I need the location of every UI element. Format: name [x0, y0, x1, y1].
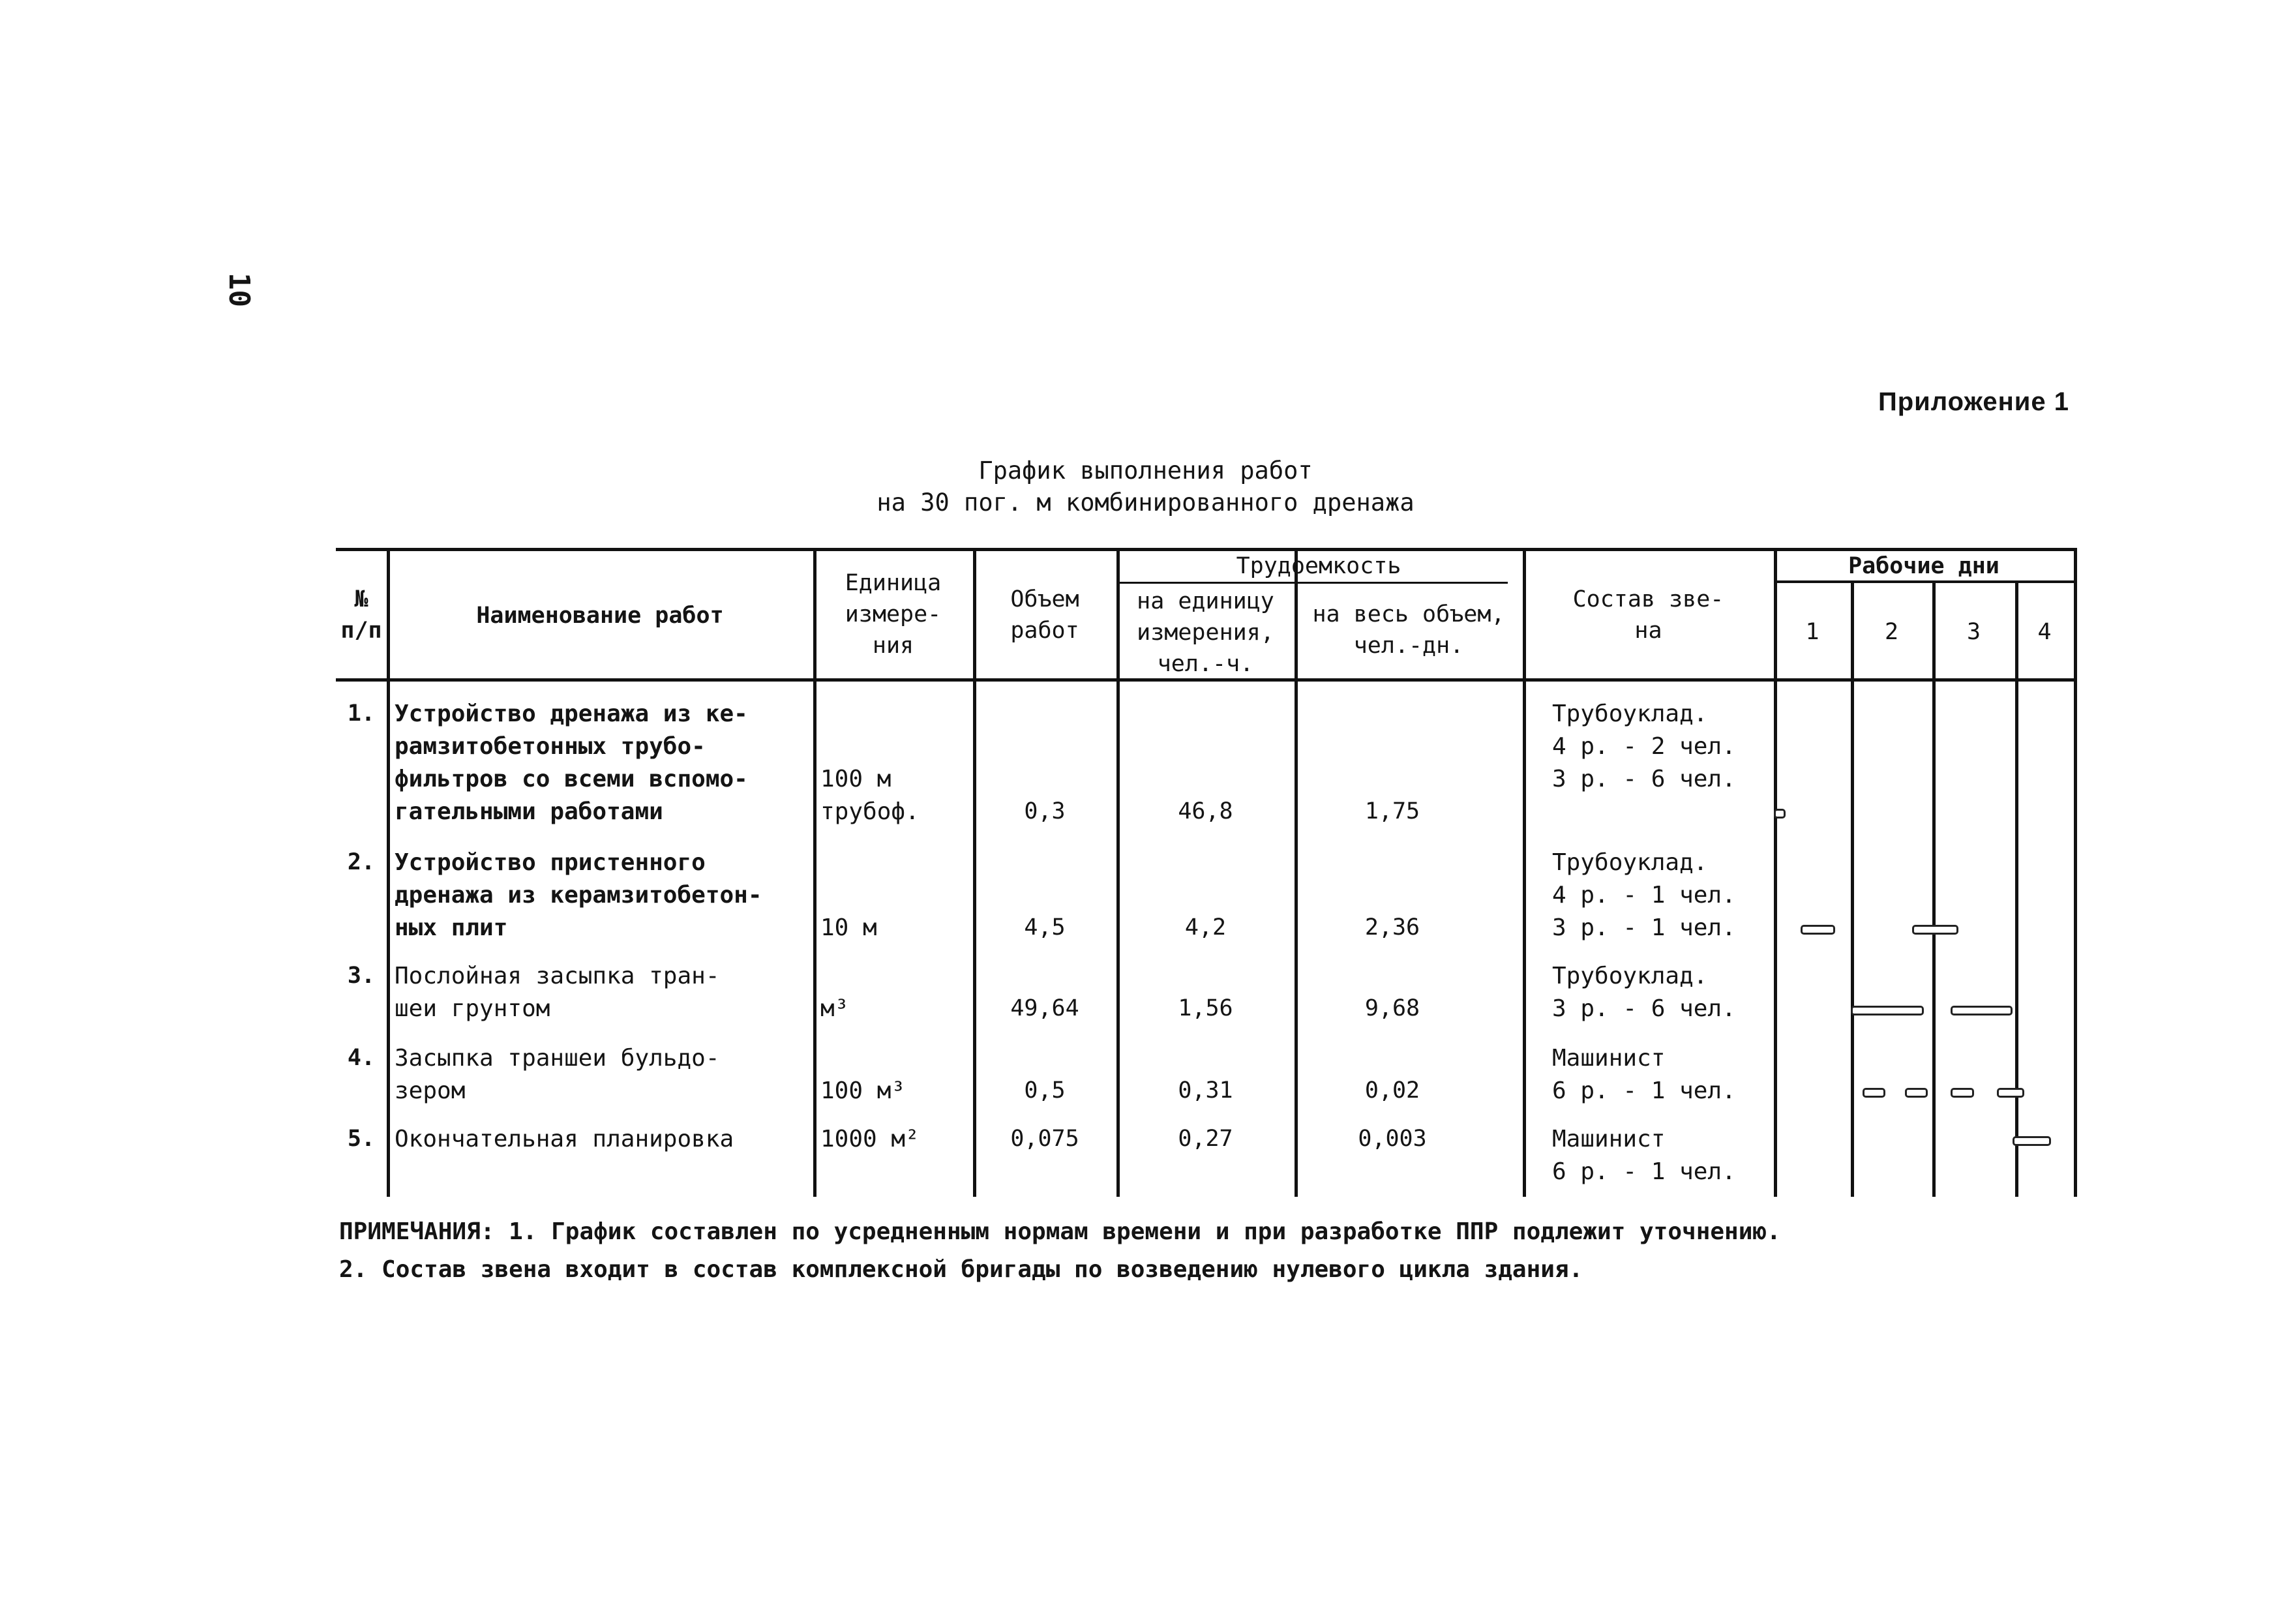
appendix-label: Приложение 1 [1878, 387, 2069, 416]
header-labor-unit [1116, 586, 1295, 680]
header-unit-line: измере- [845, 601, 942, 627]
column-divider [387, 548, 390, 1197]
row-1-unit-line: трубоф. [820, 798, 920, 825]
row-3-num: 3. [347, 963, 376, 989]
row-2-labor-total: 2,36 [1364, 914, 1420, 940]
header-crew-line: на [1634, 618, 1662, 644]
notes-line2: 2. Состав звена входит в состав комплексной бригады по возведению нулевого цикла здания. [339, 1256, 1583, 1283]
header-labor-unit-line: измерения, [1137, 620, 1274, 646]
row-1-crew-line: Трубоуклад. [1552, 700, 1708, 727]
column-divider [1851, 580, 1854, 1197]
row-1-name-line: фильтров со всеми вспомо- [395, 766, 748, 792]
header-num-line: № [354, 586, 368, 612]
row-4-schedule-bar [1951, 1088, 1974, 1098]
row-5-crew-line: 6 р. - 1 чел. [1552, 1158, 1736, 1185]
row-3-schedule-bar [1951, 1006, 2013, 1015]
row-1-crew-line: 3 р. - 6 чел. [1552, 766, 1736, 792]
row-5-labor-unit: 0,27 [1178, 1126, 1233, 1152]
row-5-unit-line: 1000 м² [820, 1126, 920, 1152]
row-3-name [395, 960, 720, 1025]
header-num-line: п/п [340, 618, 382, 644]
column-divider [2074, 548, 2077, 1197]
header-labor-total-line: чел.-дн. [1353, 633, 1464, 659]
row-2-unit-line: 10 м [820, 914, 877, 941]
row-3-crew-line: 3 р. - 6 чел. [1552, 995, 1736, 1022]
row-1-crew [1552, 698, 1736, 796]
row-4-unit-line: 100 м³ [820, 1077, 906, 1104]
row-3-unit [820, 993, 848, 1025]
row-2-crew-line: 4 р. - 1 чел. [1552, 882, 1736, 909]
row-2-num: 2. [347, 849, 376, 875]
row-5-labor-total: 0,003 [1358, 1126, 1427, 1152]
header-unit-line: Единица [845, 570, 942, 596]
row-2-labor-unit: 4,2 [1184, 914, 1227, 940]
row-2-schedule-bar [1801, 925, 1835, 935]
header-days: Рабочие дни [1848, 553, 1999, 579]
row-2-volume: 4,5 [1024, 914, 1066, 940]
row-1-name-line: рамзитобетонных трубо- [395, 733, 706, 760]
row-4-unit [820, 1075, 905, 1107]
row-4-labor-unit: 0,31 [1178, 1077, 1233, 1104]
row-1-unit [820, 763, 920, 828]
row-2-name [395, 847, 762, 944]
header-volume [973, 584, 1116, 646]
header-labor-total [1295, 599, 1523, 661]
row-4-name-line: зером [395, 1077, 466, 1104]
header-crew-line: Состав зве- [1572, 586, 1724, 612]
row-1-crew-line: 4 р. - 2 чел. [1552, 733, 1736, 760]
row-4-num: 4. [347, 1045, 376, 1071]
row-1-labor-total: 1,75 [1364, 798, 1420, 824]
row-1-num: 1. [347, 700, 376, 727]
row-2-unit [820, 912, 877, 944]
row-4-name-line: Засыпка траншеи бульдо- [395, 1045, 720, 1072]
row-3-name-line: шеи грунтом [395, 995, 550, 1022]
row-3-name-line: Послойная засыпка тран- [395, 963, 720, 989]
row-5-volume: 0,075 [1010, 1126, 1079, 1152]
row-1-unit-line: 100 м [820, 766, 891, 792]
row-3-schedule-bar [1851, 1006, 1924, 1015]
notes-line1: ПРИМЕЧАНИЯ: 1. График составлен по усредненным нормам времени и при разработке ППР подлежит уточнению. [339, 1218, 1781, 1245]
row-3-labor-total: 9,68 [1364, 995, 1420, 1021]
labor-subheader-line [1116, 582, 1508, 584]
row-4-crew-line: Машинист [1552, 1045, 1666, 1072]
header-day-2: 2 [1884, 619, 1899, 645]
header-day-4: 4 [2037, 619, 2052, 645]
header-day-1: 1 [1805, 619, 1819, 645]
row-5-name [395, 1123, 734, 1156]
row-3-crew [1552, 960, 1736, 1025]
row-4-schedule-bar [1997, 1088, 2024, 1098]
row-4-crew [1552, 1042, 1736, 1107]
row-5-crew-line: Машинист [1552, 1126, 1666, 1152]
row-2-crew-line: 3 р. - 1 чел. [1552, 914, 1736, 941]
row-5-unit [820, 1123, 920, 1156]
row-5-name-line: Окончательная планировка [395, 1126, 734, 1152]
row-1-name-line: Устройство дренажа из ке- [395, 700, 748, 727]
row-2-name-line: дренажа из керамзитобетон- [395, 882, 762, 909]
header-crew [1523, 584, 1774, 646]
header-unit [813, 567, 973, 661]
header-day-3: 3 [1966, 619, 1981, 645]
table-title-line2: на 30 пог. м комбинированного дренажа [876, 489, 1415, 517]
row-2-name-line: ных плит [395, 914, 508, 941]
row-4-name [395, 1042, 720, 1107]
row-4-schedule-bar [1863, 1088, 1886, 1098]
row-5-num: 5. [347, 1126, 376, 1152]
row-1-volume: 0,3 [1024, 798, 1066, 824]
table-title-line1: График выполнения работ [978, 457, 1313, 485]
header-unit-line: ния [872, 633, 914, 659]
row-1-labor-unit: 46,8 [1178, 798, 1233, 824]
row-2-crew [1552, 847, 1736, 944]
page-number: 10 [222, 273, 256, 307]
header-labor-total-line: на весь объем, [1312, 601, 1505, 627]
row-2-crew-line: Трубоуклад. [1552, 849, 1708, 876]
row-1-name-line: гательными работами [395, 798, 663, 825]
row-4-schedule-bar [1905, 1088, 1928, 1098]
header-num [336, 584, 387, 646]
header-name: Наименование работ [476, 603, 724, 629]
row-3-volume: 49,64 [1010, 995, 1079, 1021]
column-divider [1932, 580, 1936, 1197]
row-4-labor-total: 0,02 [1364, 1077, 1420, 1104]
row-4-crew-line: 6 р. - 1 чел. [1552, 1077, 1736, 1104]
row-1-schedule-bar [1774, 809, 1786, 819]
row-5-crew [1552, 1123, 1736, 1188]
column-divider [2015, 580, 2018, 1197]
row-3-labor-unit: 1,56 [1178, 995, 1233, 1021]
header-labor-unit-line: чел.-ч. [1157, 651, 1254, 677]
row-3-unit-line: м³ [820, 995, 849, 1022]
row-2-schedule-bar [1912, 925, 1958, 935]
row-4-volume: 0,5 [1024, 1077, 1066, 1104]
header-labor-unit-line: на единицу [1137, 588, 1274, 614]
row-2-name-line: Устройство пристенного [395, 849, 706, 876]
row-3-crew-line: Трубоуклад. [1552, 963, 1708, 989]
row-5-schedule-bar [2013, 1136, 2051, 1146]
header-volume-line: Объем [1010, 586, 1079, 612]
header-labor: Трудоемкость [1236, 553, 1401, 579]
header-volume-line: работ [1010, 618, 1079, 644]
row-1-name [395, 698, 748, 828]
